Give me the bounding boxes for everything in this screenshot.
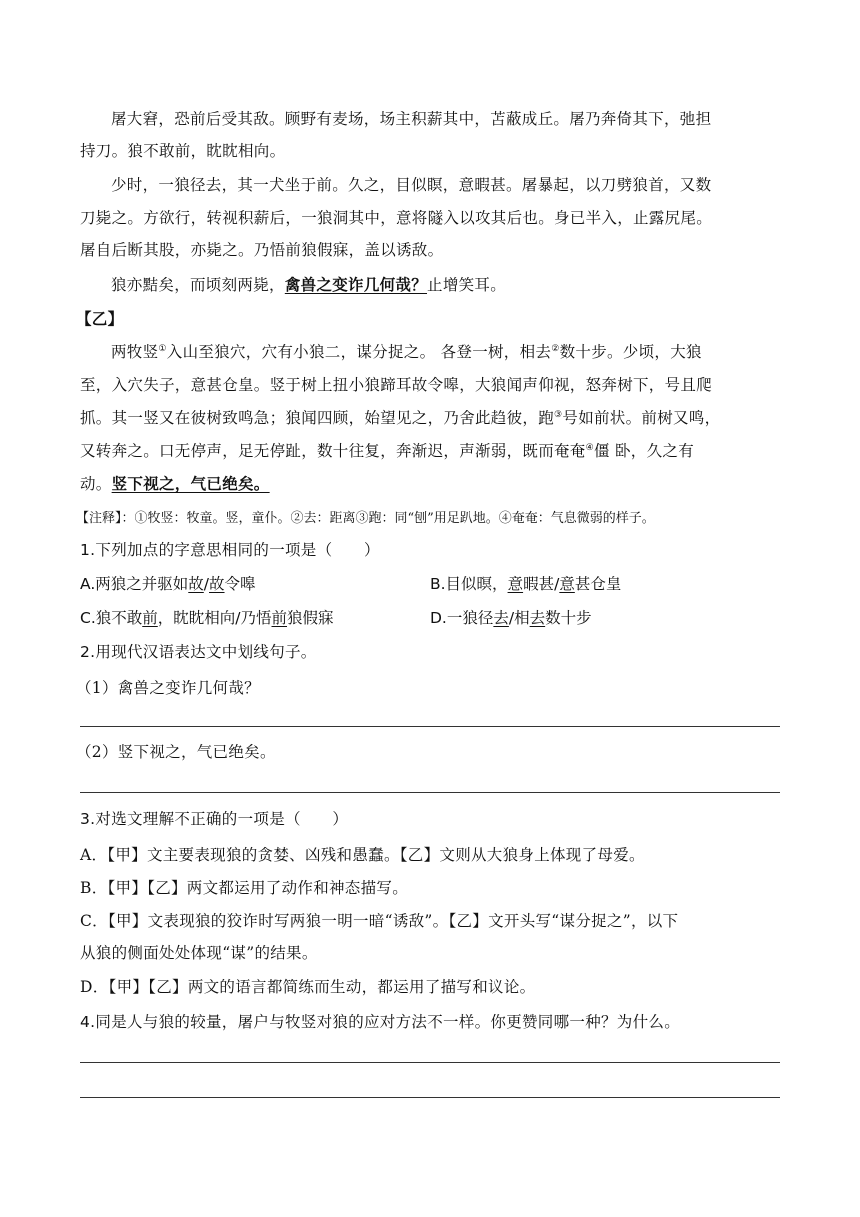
question-1-stem: 1.下列加点的字意思相同的一项是（ ） bbox=[80, 541, 380, 559]
opt-underlined: 故 bbox=[188, 575, 204, 593]
opt-underlined: 前 bbox=[271, 609, 288, 627]
jia-paragraph-2-line-1: 少时，一狼径去，其一犬坐于前。久之，目似瞑，意暇甚。屠暴起，以刀劈狼首，又数 bbox=[111, 176, 712, 194]
opt-text: C.狼不敢 bbox=[80, 609, 143, 627]
jia-paragraph-1-line-1: 屠大窘，恐前后受其敌。顾野有麦场，场主积薪其中，苫蔽成丘。屠乃奔倚其下，弛担 bbox=[111, 110, 712, 128]
yi-l1-a: 两牧竖 bbox=[111, 343, 159, 361]
jia-p3-pre: 狼亦黠矣，而顷刻两毙， bbox=[111, 276, 285, 294]
opt-underlined: 去 bbox=[493, 609, 509, 627]
opt-underlined: 意 bbox=[559, 575, 575, 593]
yi-line-2: 至，入穴失子，意甚仓皇。竖于树上扭小狼蹄耳故令嗥，大狼闻声仰视，怒奔树下，号且爬 bbox=[80, 376, 713, 394]
question-3-option-b: B．【甲】【乙】两文都运用了动作和神态描写。 bbox=[80, 879, 408, 897]
yi-l3-a: 抓。其一竖又在彼树致鸣急；狼闻四顾，始望见之，乃舍此趋彼，跑 bbox=[80, 409, 555, 427]
jia-underlined-sentence: 禽兽之变诈几何哉？ bbox=[284, 275, 428, 294]
yi-underlined-sentence: 竖下视之，气已绝矣。 bbox=[111, 474, 270, 493]
opt-text: 数十步 bbox=[545, 609, 592, 627]
question-3-stem: 3.对选文理解不正确的一项是（ ） bbox=[80, 810, 349, 828]
footnote-ref-1: ① bbox=[158, 343, 167, 354]
yi-line-3 bbox=[80, 401, 780, 435]
opt-text: B.目似暝， bbox=[430, 575, 508, 593]
question-3-option-d: D．【甲】【乙】两文的语言都简练而生动，都运用了描写和议论。 bbox=[80, 978, 536, 996]
opt-underlined: 意 bbox=[507, 575, 524, 593]
answer-line-q2-1[interactable] bbox=[80, 726, 780, 727]
opt-text: / bbox=[203, 575, 210, 593]
yi-l5-a: 动。 bbox=[80, 475, 112, 493]
question-2-sub-1: （1）禽兽之变诈几何哉？ bbox=[76, 679, 260, 697]
opt-underlined: 去 bbox=[529, 609, 546, 627]
question-1-option-a bbox=[80, 567, 256, 601]
yi-l4-a: 又转奔之。口无停声，足无停趾，数十往复，奔渐迟，声渐弱，既而奄奄 bbox=[80, 442, 586, 460]
question-4-stem: 4.同是人与狼的较量，屠户与牧竖对狼的应对方法不一样。你更赞同哪一种？为什么。 bbox=[80, 1013, 680, 1031]
opt-text: ，眈眈相向/乃悟 bbox=[157, 609, 272, 627]
opt-text: 令嗥 bbox=[224, 575, 256, 593]
jia-paragraph-1-line-2: 持刀。狼不敢前，眈眈相向。 bbox=[80, 142, 286, 160]
question-1-option-c bbox=[80, 601, 334, 635]
opt-text: 狼假寐 bbox=[287, 609, 334, 627]
question-3-option-c-line-1: C．【甲】文表现狼的狡诈时写两狼一明一暗“诱敌”。【乙】文开头写“谋分捉之”，以下 bbox=[80, 912, 679, 930]
yi-line-1 bbox=[80, 335, 780, 369]
opt-text: 甚仓皇 bbox=[574, 575, 622, 593]
question-3-option-a: A．【甲】文主要表现狼的贪婪、凶残和愚蠢。【乙】文则从大狼身上体现了母爱。 bbox=[80, 846, 645, 864]
question-2-sub-2: （2）竖下视之，气已绝矣。 bbox=[76, 743, 276, 761]
yi-l3-b: 号如前状。前树又鸣， bbox=[562, 409, 721, 427]
opt-text: D.一狼径 bbox=[430, 609, 494, 627]
footnote-ref-2: ② bbox=[551, 343, 560, 354]
question-1-option-b bbox=[430, 567, 621, 601]
yi-l1-c: 数十步。少顷，大狼 bbox=[559, 343, 702, 361]
jia-p3-post: 止增笑耳。 bbox=[427, 276, 507, 294]
answer-line-q2-2[interactable] bbox=[80, 792, 780, 793]
yi-line-5 bbox=[80, 467, 780, 501]
question-1-option-d bbox=[430, 601, 592, 635]
opt-underlined: 前 bbox=[142, 609, 158, 627]
footnote-ref-3: ③ bbox=[554, 409, 563, 420]
annotation-note: 【注释】：①牧竖：牧童。竖，童仆。②去：距离③跑：同“刨”用足趴地。④奄奄：气息微弱的样子。 bbox=[76, 511, 655, 526]
answer-line-q4-1[interactable] bbox=[80, 1062, 780, 1063]
question-2-stem: 2.用现代汉语表达文中划线句子。 bbox=[80, 643, 317, 661]
yi-heading: 【乙】 bbox=[76, 309, 124, 328]
yi-l4-b: 僵 卧，久之有 bbox=[593, 442, 695, 460]
footnote-ref-4: ④ bbox=[585, 442, 594, 453]
question-3-option-c-line-2: 从狼的侧面处处体现“谋”的结果。 bbox=[80, 944, 318, 962]
jia-paragraph-2-line-2: 刀毙之。方欲行，转视积薪后，一狼洞其中，意将隧入以攻其后也。身已半入，止露尻尾。 bbox=[80, 209, 713, 227]
opt-text: A.两狼之并驱如 bbox=[80, 575, 189, 593]
yi-l1-b: 入山至狼穴，穴有小狼二，谋分捉之。 各登一树，相去 bbox=[166, 343, 552, 361]
yi-line-4 bbox=[80, 434, 780, 468]
answer-line-q4-2[interactable] bbox=[80, 1097, 780, 1098]
opt-text: /相 bbox=[508, 609, 530, 627]
opt-text: 暇甚/ bbox=[523, 575, 560, 593]
opt-underlined: 故 bbox=[209, 575, 225, 593]
jia-paragraph-3 bbox=[80, 268, 780, 302]
jia-paragraph-2-line-3: 屠自后断其股，亦毙之。乃悟前狼假寐，盖以诱敌。 bbox=[80, 241, 444, 259]
